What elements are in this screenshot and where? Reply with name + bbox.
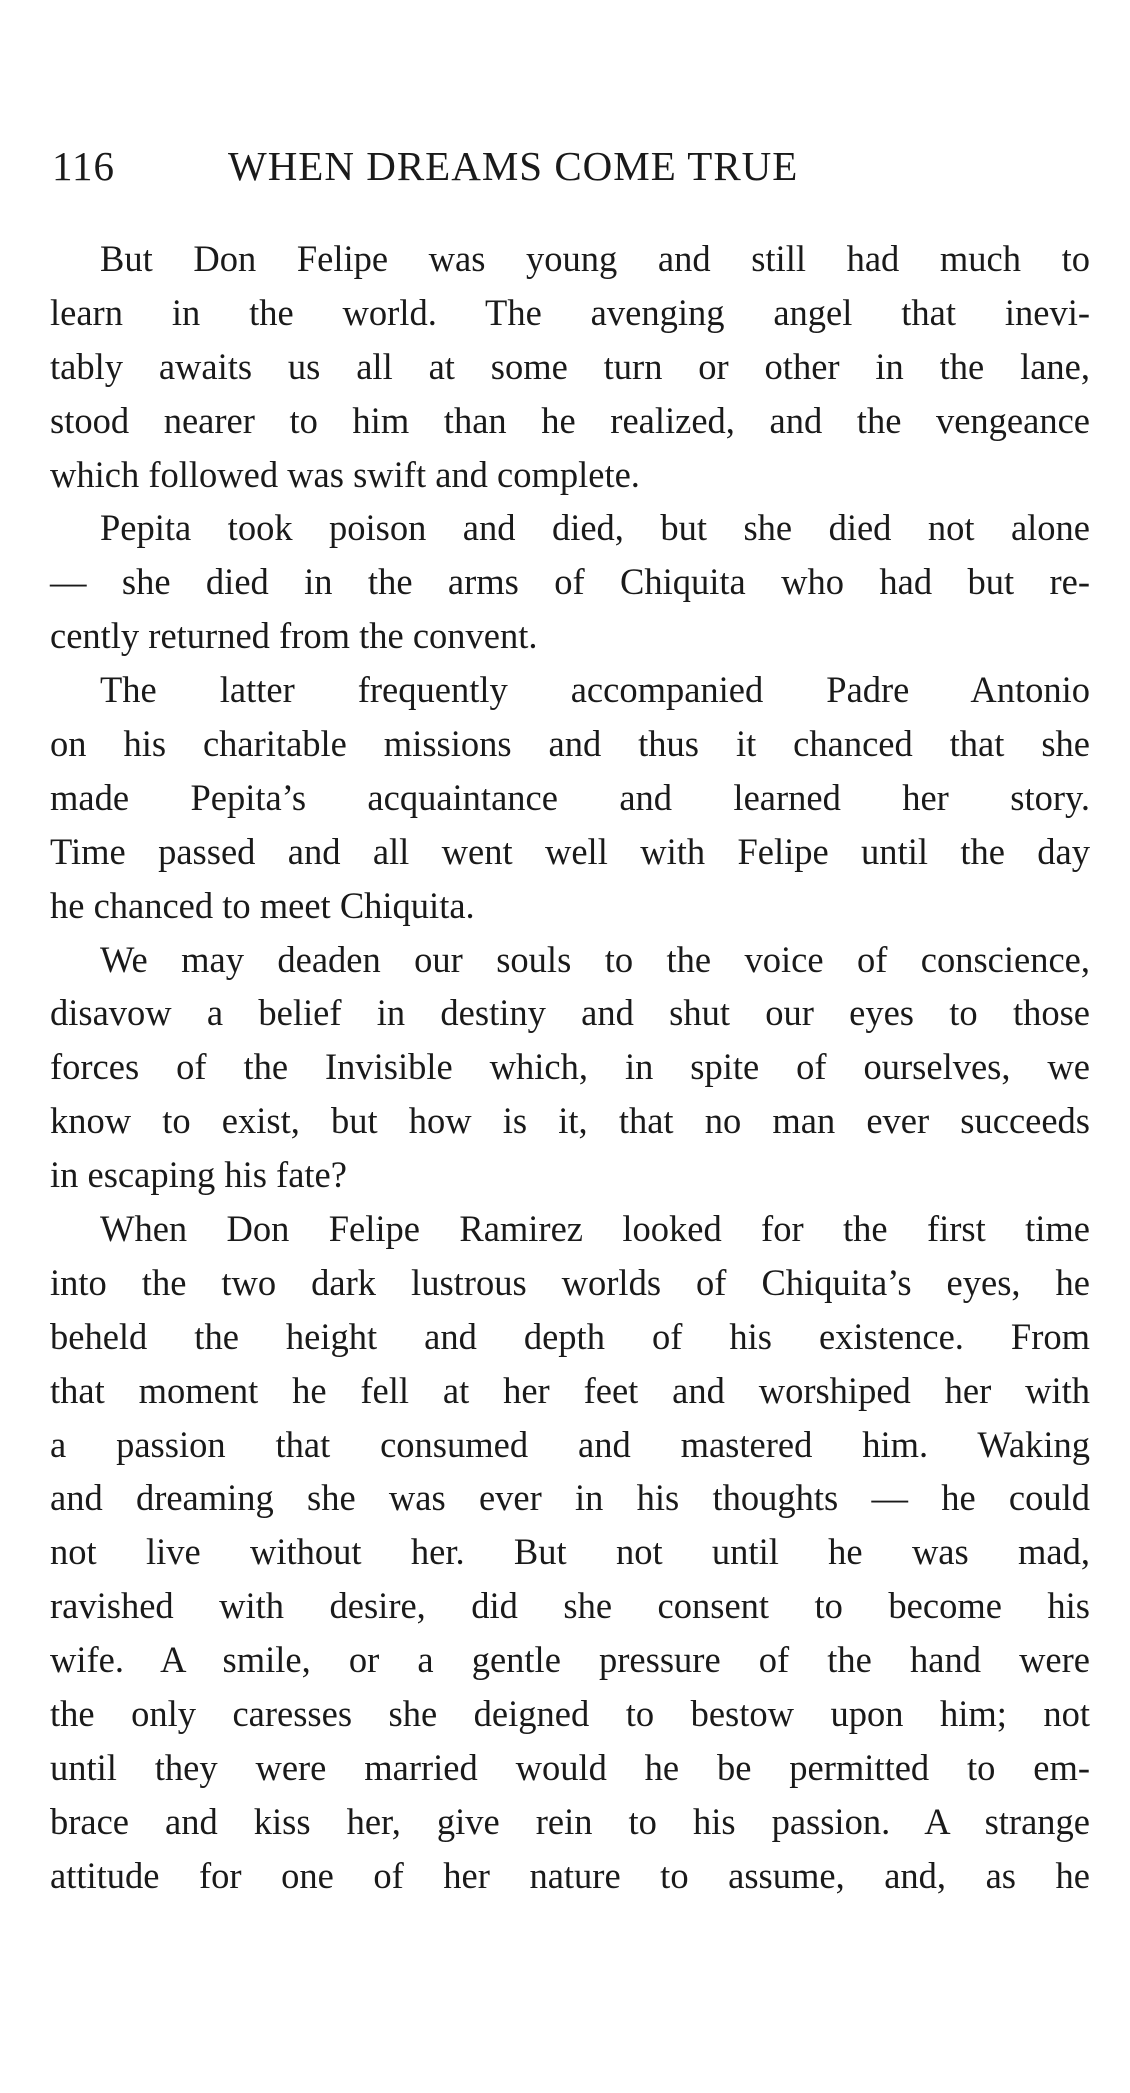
- text-line: forces of the Invisible which, in spite of ourselves, we: [50, 1046, 1090, 1088]
- book-title: WHEN DREAMS COME TRUE: [228, 143, 799, 189]
- running-head: [52, 138, 1092, 194]
- text-line: until they were married would he be permitted to em-: [50, 1746, 1090, 1788]
- text-line: disavow a belief in destiny and shut our eyes to those: [50, 992, 1090, 1034]
- text-line: in escaping his fate?: [50, 1154, 347, 1196]
- text-line: and dreaming she was ever in his thoughts — he could: [50, 1477, 1090, 1519]
- text-line: Pepita took poison and died, but she died not alone: [100, 507, 1090, 549]
- text-line: made Pepita’s acquaintance and learned her story.: [50, 776, 1090, 818]
- text-line: cently returned from the convent.: [50, 615, 538, 657]
- text-line: — she died in the arms of Chiquita who had but re-: [50, 561, 1090, 603]
- text-line: a passion that consumed and mastered him. Waking: [50, 1423, 1090, 1465]
- body-text: [50, 232, 1090, 1903]
- paragraph: [50, 1202, 1090, 1903]
- text-line: brace and kiss her, give rein to his passion. A strange: [50, 1800, 1090, 1842]
- text-line: the only caresses she deigned to bestow upon him; not: [50, 1693, 1090, 1735]
- text-line: he chanced to meet Chiquita.: [50, 884, 475, 926]
- text-line: ravished with desire, did she consent to become his: [50, 1585, 1090, 1627]
- text-line: stood nearer to him than he realized, and the vengeance: [50, 399, 1090, 441]
- text-line: But Don Felipe was young and still had much to: [100, 238, 1090, 279]
- text-line: not live without her. But not until he was mad,: [50, 1531, 1090, 1573]
- text-line: which followed was swift and complete.: [50, 453, 640, 495]
- text-line: beheld the height and depth of his existence. From: [50, 1315, 1090, 1357]
- paragraph: [50, 663, 1090, 932]
- text-line: The latter frequently accompanied Padre Antonio: [100, 669, 1090, 711]
- paragraph: [50, 501, 1090, 663]
- text-line: We may deaden our souls to the voice of conscience,: [100, 938, 1090, 980]
- paragraph: [50, 232, 1090, 501]
- text-line: learn in the world. The avenging angel that inevi-: [50, 291, 1090, 333]
- text-line: Time passed and all went well with Felipe until the day: [50, 830, 1090, 872]
- text-line: When Don Felipe Ramirez looked for the first time: [100, 1208, 1090, 1250]
- text-line: attitude for one of her nature to assume, and, as he: [50, 1854, 1090, 1896]
- text-line: wife. A smile, or a gentle pressure of the hand were: [50, 1639, 1090, 1681]
- text-line: into the two dark lustrous worlds of Chiquita’s eyes, he: [50, 1261, 1090, 1303]
- text-line: tably awaits us all at some turn or other in the lane,: [50, 345, 1090, 387]
- paragraph: [50, 933, 1090, 1202]
- text-line: that moment he fell at her feet and worshiped her with: [50, 1369, 1090, 1411]
- page-number: 116: [52, 143, 115, 189]
- text-line: know to exist, but how is it, that no man ever succeeds: [50, 1100, 1090, 1142]
- text-line: on his charitable missions and thus it chanced that she: [50, 723, 1090, 765]
